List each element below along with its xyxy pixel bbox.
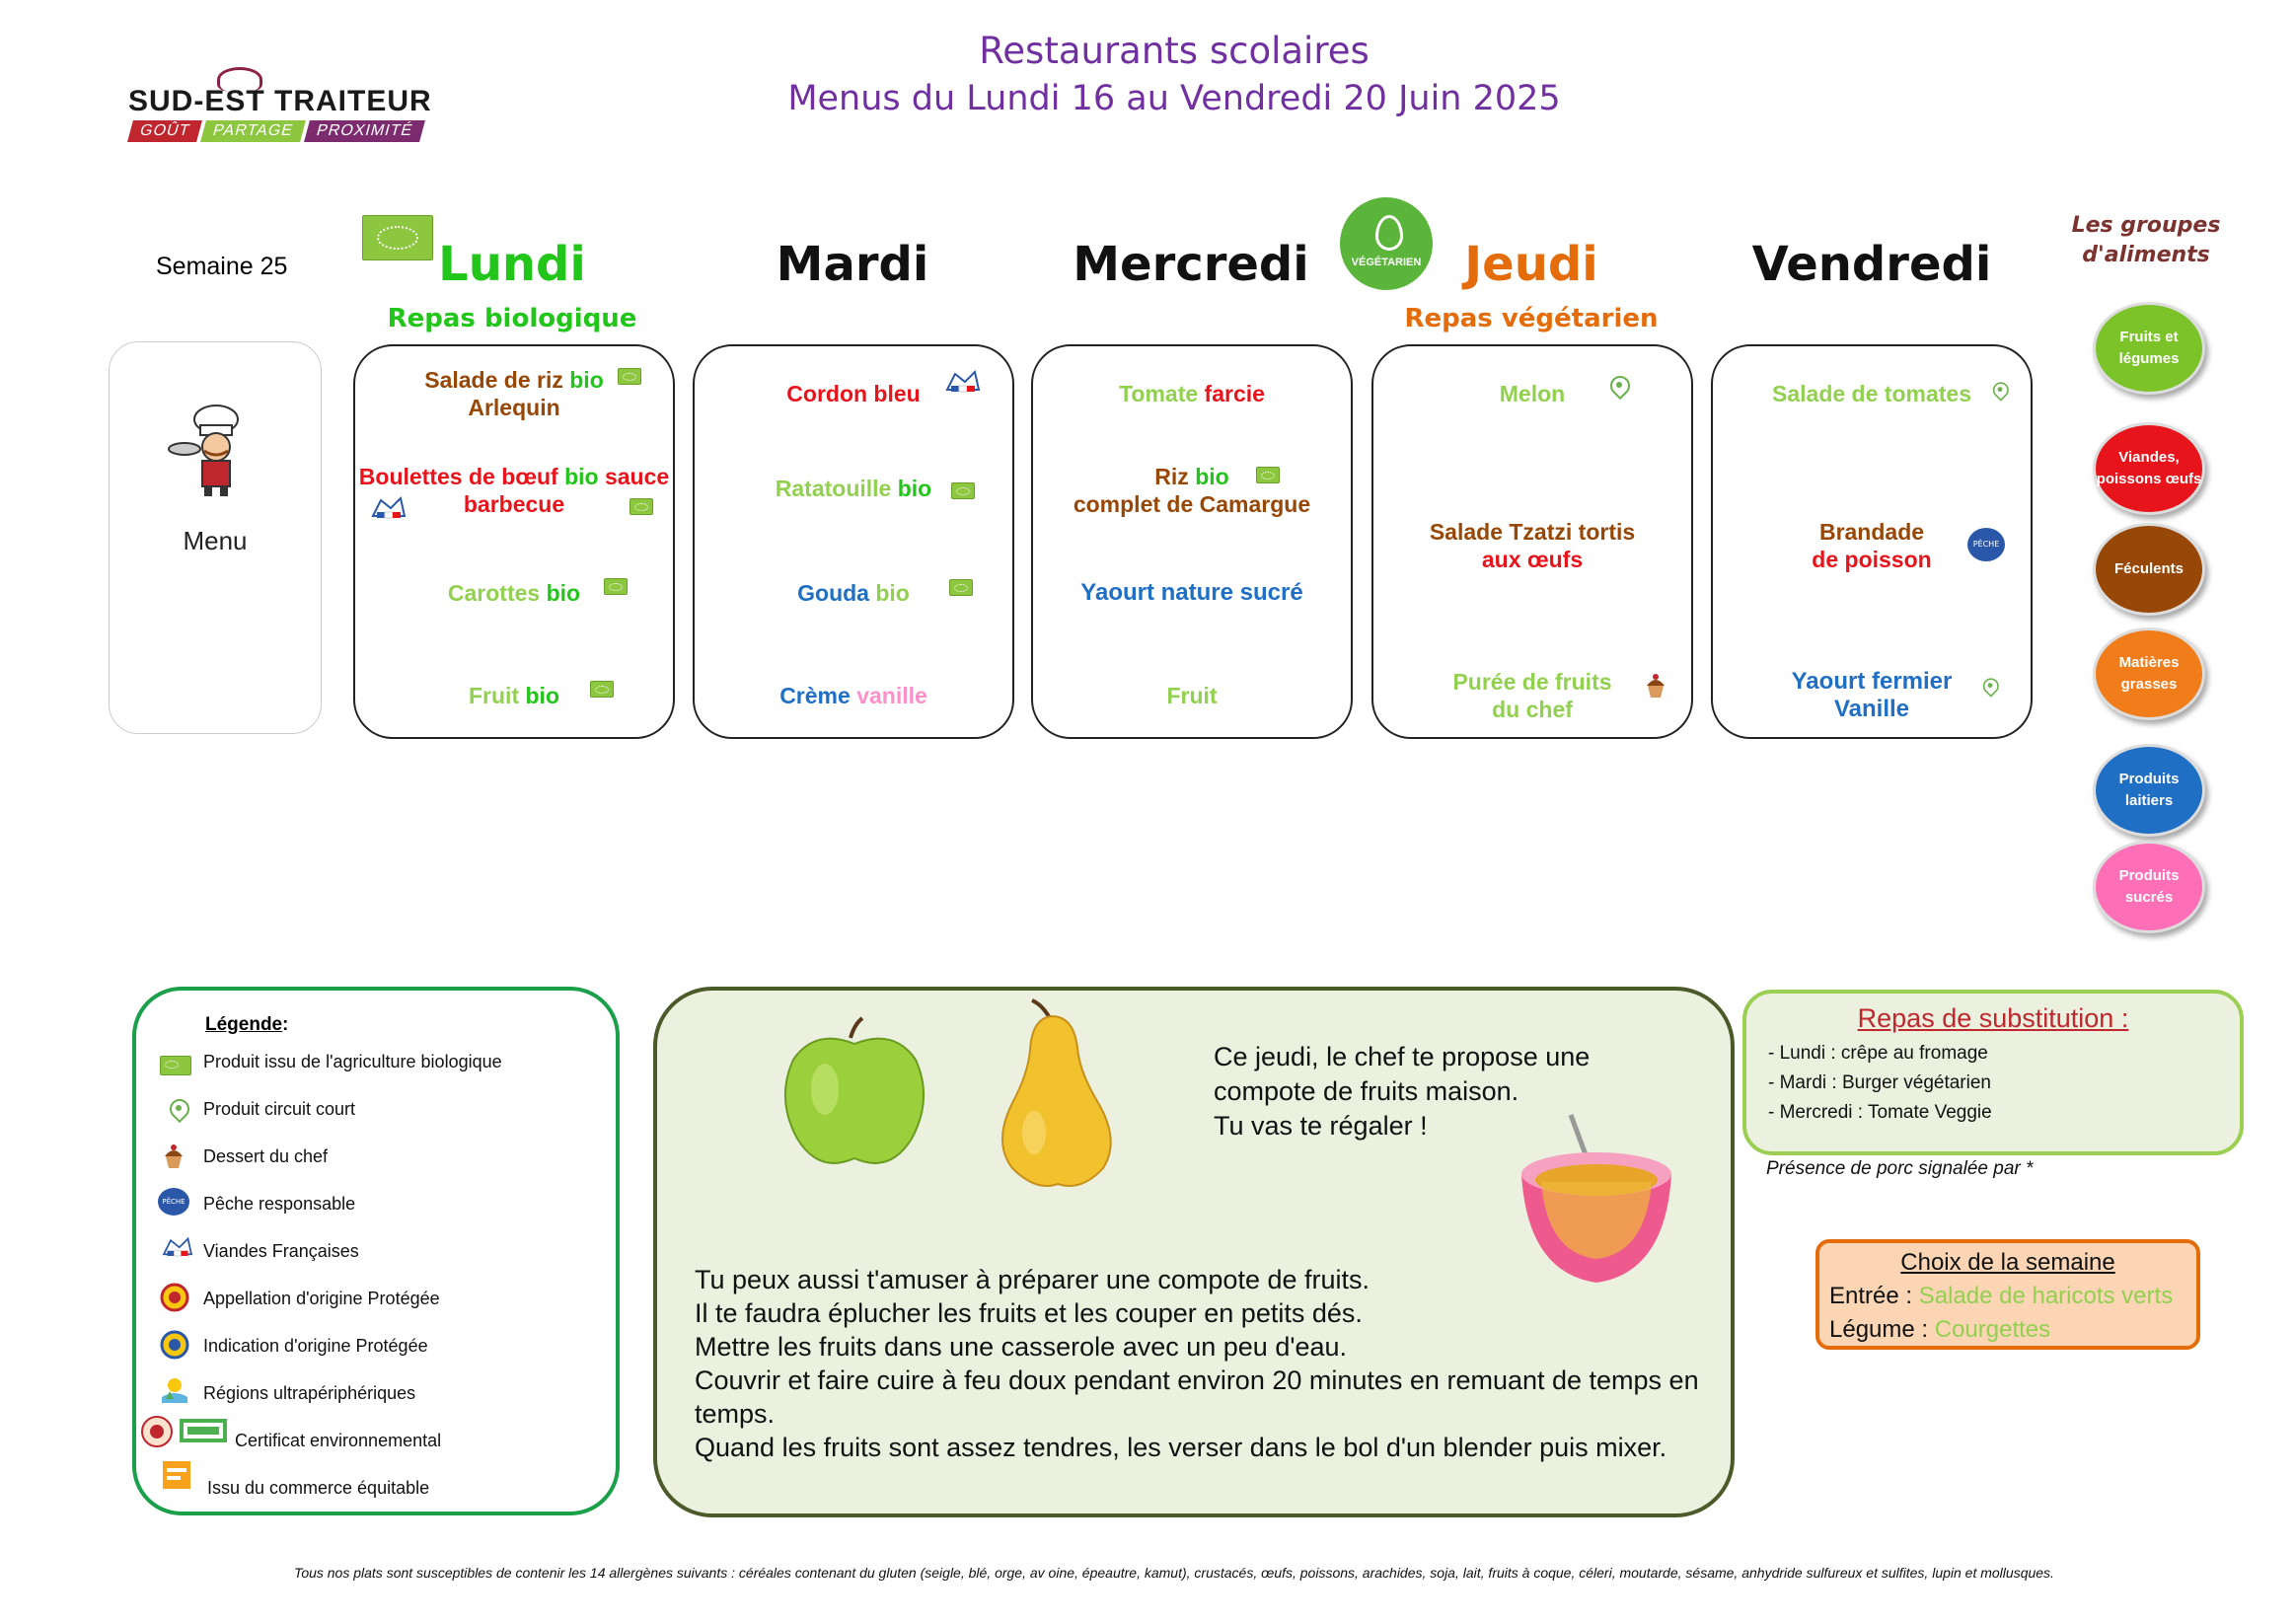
recipe-step: Mettre les fruits dans une casserole avec un peu d'eau. — [695, 1332, 1348, 1362]
hve-icon — [140, 1415, 229, 1448]
legend-title-colon: : — [282, 1014, 289, 1035]
food-groups-title — [2052, 211, 2240, 270]
food-group-viandes: Viandes, poissons œufs — [2093, 422, 2205, 515]
logo-brand: SUD-EST TRAITEUR — [128, 85, 432, 117]
dish-text: aux œufs — [1481, 547, 1584, 572]
bio-tag: bio — [1195, 464, 1229, 489]
legend-item: Certificat environnemental — [235, 1431, 442, 1450]
substitution-item: - Lundi : crêpe au fromage — [1768, 1043, 1988, 1064]
eu-organic-icon — [1256, 467, 1280, 483]
dish-laitier — [1029, 579, 1355, 607]
food-group-matieres-grasses: Matières grasses — [2093, 627, 2205, 720]
legend-box — [132, 987, 620, 1515]
bio-tag: bio — [546, 580, 581, 606]
dish-text: Cordon bleu — [786, 381, 921, 406]
dish-legume — [351, 579, 677, 607]
dish-dessert — [351, 682, 677, 709]
fish-label-icon: PÊCHE — [158, 1188, 189, 1216]
fairtrade-icon — [162, 1460, 191, 1490]
pork-note: Présence de porc signalée par * — [1766, 1158, 2034, 1179]
legend-item: Appellation d'origine Protégée — [203, 1289, 440, 1308]
cupcake-icon — [160, 1143, 187, 1170]
dish-text: Yaourt nature sucré — [1080, 579, 1303, 606]
weekly-choice-value: Courgettes — [1934, 1316, 2051, 1343]
location-pin-icon — [1610, 376, 1628, 400]
legend-title: Légende — [205, 1014, 283, 1035]
day-title-mercredi: Mercredi — [1073, 237, 1309, 292]
dish-text: Purée de fruits — [1452, 669, 1612, 695]
recipe-step: Couvrir et faire cuire à feu doux pendant environ 20 minutes en remuant de temps en temps. — [695, 1365, 1699, 1429]
menu-card-vendredi — [1711, 344, 2033, 739]
menu-card-lundi — [353, 344, 675, 739]
legend-item: Issu du commerce équitable — [207, 1478, 430, 1498]
recipe-intro-line: Ce jeudi, le chef te propose une — [1214, 1042, 1591, 1071]
eu-organic-icon — [604, 578, 628, 595]
food-group-sucres: Produits sucrés — [2093, 841, 2205, 933]
legend-item: Produit circuit court — [203, 1099, 356, 1119]
eu-organic-icon — [951, 482, 975, 499]
dish-text: de poisson — [1812, 547, 1932, 572]
french-meat-icon — [160, 1235, 195, 1263]
day-title-jeudi: Jeudi — [1464, 237, 1598, 292]
dish-text: Gouda — [797, 580, 869, 606]
weekly-choice-box — [1815, 1239, 2200, 1350]
eu-organic-icon — [949, 579, 973, 596]
rup-icon — [160, 1375, 189, 1405]
dish-text: Fruit — [469, 683, 520, 708]
location-pin-icon — [1993, 382, 2007, 401]
day-title-mardi: Mardi — [776, 237, 929, 292]
dish-text: barbecue — [463, 491, 565, 517]
food-group-feculents: Féculents — [2093, 523, 2205, 616]
weekly-choice-label: Légume : — [1829, 1316, 1929, 1343]
weekly-choice-entree — [1829, 1283, 2173, 1310]
legend-item: Régions ultrapériphériques — [203, 1383, 416, 1403]
menu-card-mercredi — [1031, 344, 1353, 739]
dish-text: Carottes — [447, 580, 541, 606]
legend-item: Produit issu de l'agriculture biologique — [203, 1052, 502, 1071]
dish-plat — [1029, 380, 1355, 407]
logo-tags — [130, 120, 426, 142]
dish-text: Riz — [1154, 464, 1189, 489]
dish-text: Tomate — [1119, 381, 1199, 406]
dish-text: vanille — [856, 683, 927, 708]
week-label: Semaine 25 — [156, 253, 288, 280]
menu-card-jeudi — [1371, 344, 1693, 739]
logo-tag: PARTAGE — [200, 120, 306, 142]
recipe-step: Tu peux aussi t'amuser à préparer une compote de fruits. — [695, 1265, 1370, 1294]
recipe-intro — [1214, 1040, 1590, 1143]
dish-dessert — [691, 682, 1016, 709]
legend-item: Viandes Françaises — [203, 1241, 359, 1261]
bio-tag: bio — [525, 683, 559, 708]
substitution-box — [1742, 990, 2244, 1155]
dish-text: du chef — [1492, 697, 1573, 722]
dish-text: Melon — [1499, 381, 1566, 406]
weekly-choice-legume — [1829, 1316, 2050, 1344]
food-groups-title-line: d'aliments — [2082, 243, 2210, 267]
dish-text: Yaourt fermier — [1791, 668, 1953, 695]
food-group-fruits-legumes: Fruits et légumes — [2093, 302, 2205, 395]
french-meat-icon — [369, 494, 408, 526]
igp-seal-icon — [160, 1330, 189, 1360]
fish-label-icon: PÊCHE — [1967, 528, 2005, 561]
day-title-lundi: Lundi — [438, 237, 586, 292]
recipe-intro-line: Tu vas te régaler ! — [1214, 1111, 1428, 1141]
substitution-item: - Mercredi : Tomate Veggie — [1768, 1102, 1992, 1123]
vegetarian-badge-label: VÉGÉTARIEN — [1351, 257, 1422, 268]
dish-text: Salade de riz — [424, 367, 563, 393]
dish-text: Vanille — [1833, 696, 1910, 722]
page-subtitle: Menus du Lundi 16 au Vendredi 20 Juin 2025 — [787, 79, 1561, 118]
dish-text: Ratatouille — [775, 476, 892, 501]
substitution-title: Repas de substitution : — [1857, 1003, 2129, 1033]
logo-tag: GOÛT — [127, 120, 202, 142]
dish-text: Brandade — [1818, 519, 1925, 545]
dish-text: Arlequin — [468, 395, 560, 420]
dish-text: sauce — [604, 464, 670, 489]
menu-card-mardi — [693, 344, 1014, 739]
dish-plat — [1370, 518, 1695, 573]
dish-dessert — [1029, 682, 1355, 709]
weekly-choice-value: Salade de haricots verts — [1918, 1283, 2174, 1309]
pear-icon — [993, 995, 1121, 1192]
weekly-choice-title: Choix de la semaine — [1900, 1249, 2115, 1276]
food-group-laitiers: Produits laitiers — [2093, 744, 2205, 837]
aop-seal-icon — [160, 1283, 189, 1312]
dish-entree — [1709, 380, 2035, 407]
eu-organic-icon — [618, 368, 641, 385]
logo-tag: PROXIMITÉ — [304, 120, 425, 142]
chef-icon — [165, 402, 263, 500]
bio-tag: bio — [875, 580, 910, 606]
eu-organic-icon — [590, 681, 614, 698]
dish-text: Salade de tomates — [1772, 381, 1971, 406]
page-title: Restaurants scolaires — [979, 30, 1370, 72]
bio-tag: bio — [569, 367, 604, 393]
dish-text: Salade Tzatzi tortis — [1429, 519, 1636, 545]
day-subtitle-jeudi: Repas végétarien — [1404, 304, 1659, 333]
company-logo — [128, 69, 464, 148]
dish-text: complet de Camargue — [1073, 491, 1311, 517]
eu-organic-icon — [160, 1056, 191, 1075]
french-meat-icon — [943, 368, 983, 400]
dish-text: Crème — [779, 683, 851, 708]
substitution-item: - Mardi : Burger végétarien — [1768, 1072, 1991, 1093]
dish-feculent — [1029, 463, 1355, 518]
recipe-box — [653, 987, 1735, 1517]
recipe-step: Il te faudra éplucher les fruits et les couper en petits dés. — [695, 1298, 1363, 1328]
menu-card — [109, 341, 322, 734]
eu-organic-icon — [630, 498, 653, 515]
recipe-step: Quand les fruits sont assez tendres, les verser dans le bol d'un blender puis mixer. — [695, 1433, 1667, 1462]
menu-label: Menu — [183, 526, 248, 555]
day-title-vendredi: Vendredi — [1751, 237, 1992, 292]
weekly-choice-label: Entrée : — [1829, 1283, 1913, 1309]
location-pin-icon — [1983, 678, 1997, 697]
recipe-intro-line: compote de fruits maison. — [1214, 1076, 1519, 1106]
dish-text: Fruit — [1166, 683, 1218, 708]
bio-tag: bio — [897, 476, 932, 501]
legend-item: Pêche responsable — [203, 1194, 356, 1214]
allergen-footer: Tous nos plats sont susceptibles de contenir les 14 allergènes suivants : céréales contenant du gluten (seigle, blé, orge, av oine, épeautre, kamut), crustacés, œufs, poissons, arachides, soja, lait, fruits à coque, céleri, moutarde, sésame, anhydride sulfureux et sulfites, lupin et mollusques. — [294, 1565, 2054, 1581]
dish-text: farcie — [1204, 381, 1265, 406]
recipe-steps — [695, 1263, 1701, 1464]
day-subtitle-lundi: Repas biologique — [387, 304, 637, 333]
location-pin-icon — [170, 1099, 187, 1123]
legend-item: Dessert du chef — [203, 1146, 329, 1166]
dish-text: Boulettes de bœuf — [358, 464, 558, 489]
bio-tag: bio — [564, 464, 599, 489]
food-groups-title-line: Les groupes — [2071, 213, 2221, 238]
legend-item: Indication d'origine Protégée — [203, 1336, 428, 1356]
dish-entree — [1370, 380, 1695, 407]
apple-icon — [776, 1010, 933, 1178]
cupcake-icon — [1642, 672, 1669, 700]
